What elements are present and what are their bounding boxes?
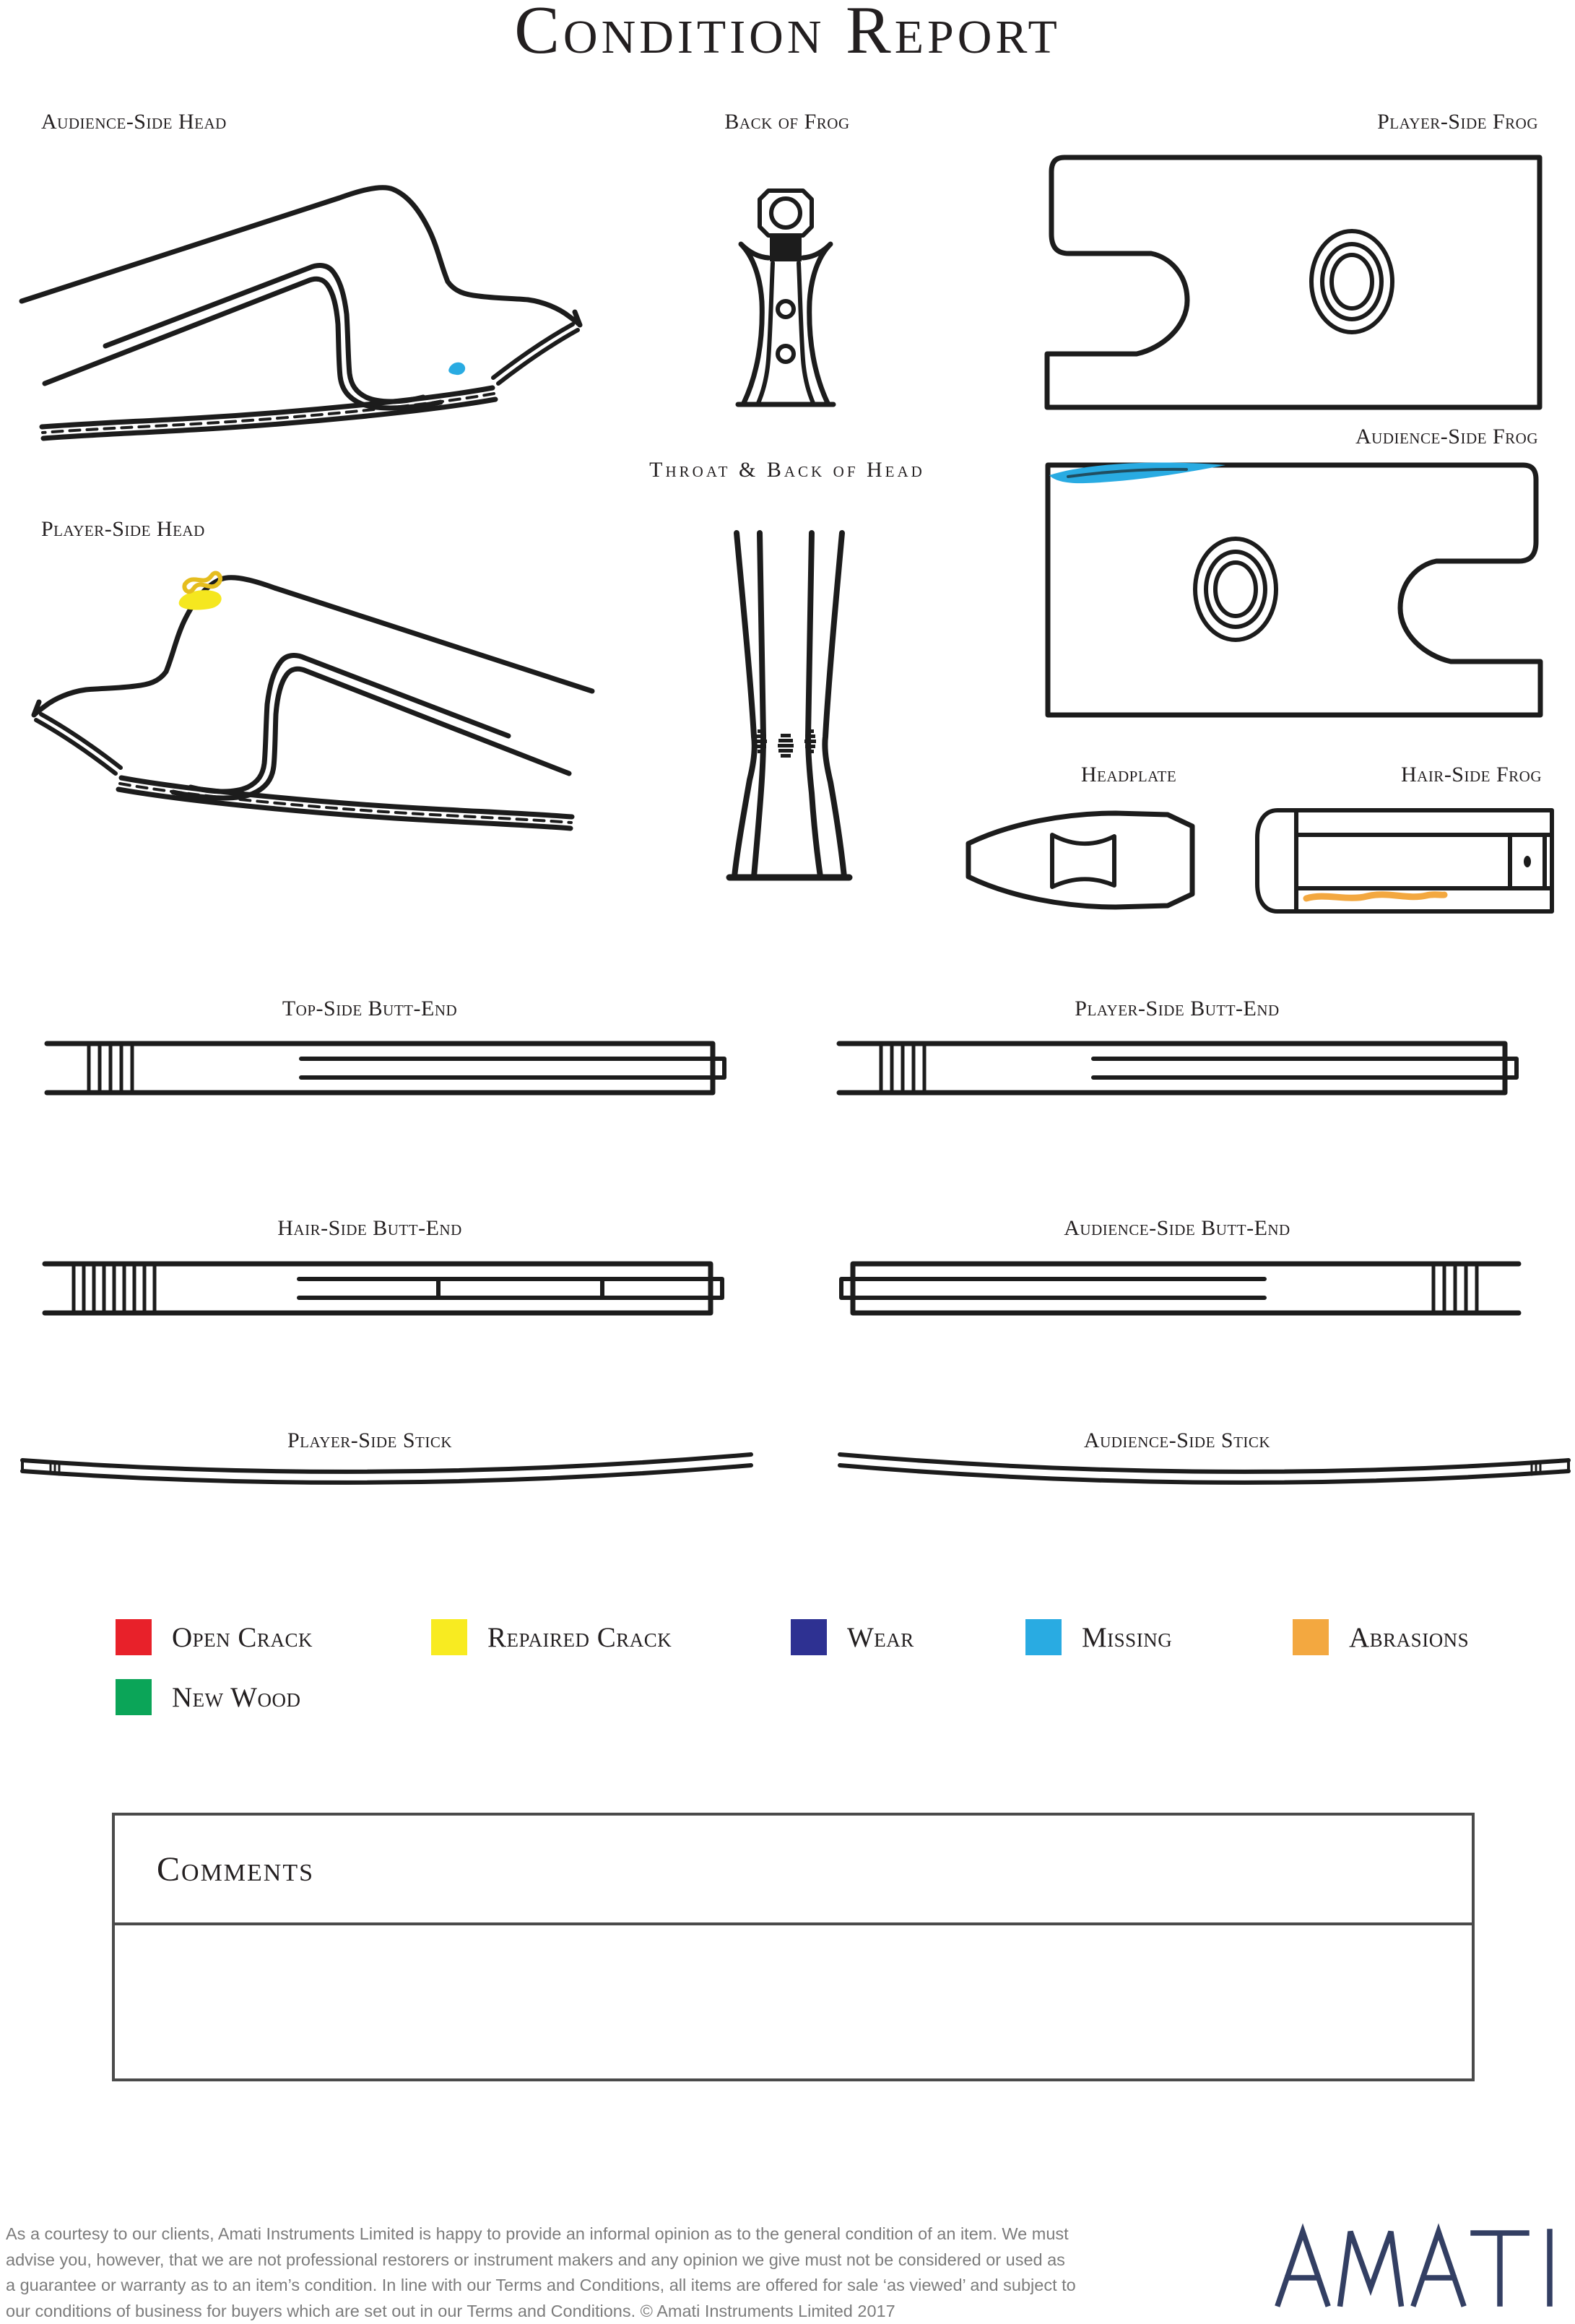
hair-side-frog-drawing <box>1253 807 1556 914</box>
amati-logo <box>1277 2229 1558 2310</box>
label-back-of-frog: Back of Frog <box>724 110 849 134</box>
audience-side-head-drawing <box>22 148 585 466</box>
legend-label: Wear <box>847 1621 914 1654</box>
legend-label: Abrasions <box>1349 1621 1469 1654</box>
label-player-side-butt-end: Player-Side Butt-End <box>1075 997 1279 1021</box>
legend-item-new-wood <box>116 1679 301 1715</box>
top-side-butt-end-drawing <box>47 1041 729 1097</box>
footer-line: a guarantee or warranty as to an item’s condition. In line with our Terms and Conditions, all items are offered for sale ‘as viewed’ and subject to <box>6 2273 1076 2299</box>
label-headplate: Headplate <box>1081 763 1176 787</box>
abrasions-mark <box>1306 895 1444 898</box>
legend-item-abrasions <box>1293 1619 1469 1655</box>
label-player-side-head: Player-Side Head <box>41 517 205 542</box>
footer-line: advise you, however, that we are not professional restorers or instrument makers and any opinion we give must not be considered or used as <box>6 2247 1076 2273</box>
footer-disclaimer <box>6 2221 1076 2324</box>
open-crack-swatch <box>116 1619 152 1655</box>
player-side-stick-drawing <box>20 1452 753 1489</box>
label-hair-side-butt-end: Hair-Side Butt-End <box>277 1216 461 1241</box>
missing-mark <box>448 363 465 375</box>
abrasions-swatch <box>1293 1619 1329 1655</box>
label-audience-side-head: Audience-Side Head <box>41 110 227 134</box>
label-audience-side-butt-end: Audience-Side Butt-End <box>1064 1216 1290 1241</box>
label-audience-side-frog: Audience-Side Frog <box>1355 425 1538 449</box>
label-throat-back-of-head: Throat & Back of Head <box>649 458 925 482</box>
label-hair-side-frog: Hair-Side Frog <box>1401 763 1542 787</box>
audience-side-stick-drawing <box>838 1452 1571 1489</box>
hair-side-butt-end-drawing <box>45 1261 727 1317</box>
legend-item-wear <box>791 1619 914 1655</box>
legend-item-repaired-crack <box>431 1619 672 1655</box>
legend-label: Repaired Crack <box>487 1621 672 1654</box>
footer-line: our conditions of business for buyers which are set out in our Terms and Conditions. © Amati Instruments Limited 2017 <box>6 2299 1076 2324</box>
audience-side-frog-drawing <box>1044 459 1542 719</box>
new-wood-swatch <box>116 1679 152 1715</box>
repaired-crack-mark <box>179 590 222 610</box>
comments-input[interactable] <box>115 1925 1472 2073</box>
legend-label: Missing <box>1082 1621 1172 1654</box>
legend-label: Open Crack <box>172 1621 313 1654</box>
player-side-frog-drawing <box>1046 152 1544 412</box>
wear-swatch <box>791 1619 827 1655</box>
headplate-drawing <box>964 806 1202 914</box>
player-side-head-drawing <box>22 538 592 863</box>
player-side-butt-end-drawing <box>839 1041 1522 1097</box>
comments-box <box>112 1813 1475 2081</box>
comments-title: Comments <box>157 1850 314 1889</box>
comments-header <box>115 1816 1472 1925</box>
page-title: Condition Report <box>514 0 1061 69</box>
label-top-side-butt-end: Top-Side Butt-End <box>282 997 457 1021</box>
footer-line: As a courtesy to our clients, Amati Instruments Limited is happy to provide an informal opinion as to the general condition of an item. We must <box>6 2221 1076 2247</box>
legend-label: New Wood <box>172 1681 301 1714</box>
legend-item-open-crack <box>116 1619 313 1655</box>
label-player-side-stick: Player-Side Stick <box>287 1428 452 1453</box>
missing-swatch <box>1025 1619 1062 1655</box>
label-player-side-frog: Player-Side Frog <box>1377 110 1538 134</box>
throat-back-of-head-drawing <box>728 533 851 893</box>
repaired-crack-swatch <box>431 1619 467 1655</box>
legend-item-missing <box>1025 1619 1172 1655</box>
label-audience-side-stick: Audience-Side Stick <box>1084 1428 1270 1453</box>
back-of-frog-drawing <box>722 186 856 412</box>
audience-side-butt-end-drawing <box>839 1261 1522 1317</box>
